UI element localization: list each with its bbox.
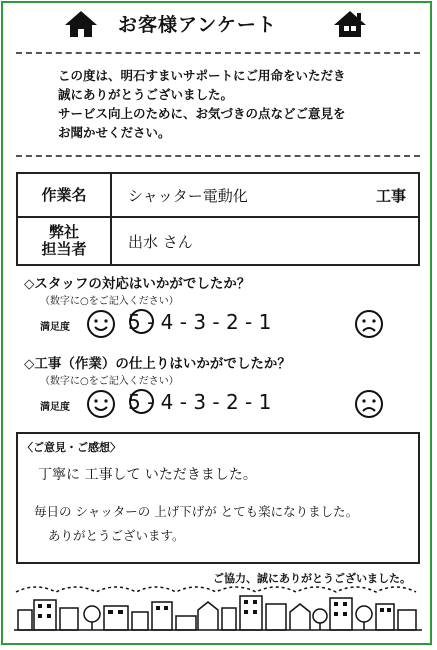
staff-label-line: 担当者 [41,240,87,258]
question-note: （数字に○をご記入ください） [40,376,179,387]
house-icon [64,10,98,42]
satisfaction-label: 満足度 [40,402,70,413]
intro-line: お聞かせください。 [58,125,171,140]
work-name-field[interactable] [111,173,419,217]
question-note: （数字に○をご記入ください） [40,296,179,307]
satisfaction-label: 満足度 [40,322,70,333]
comments-heading: 〈ご意見・ご感想〉 [22,441,121,454]
divider [16,155,420,157]
question-staff: ◇スタッフの対応はいかがでしたか？ [24,276,251,292]
staff-field[interactable] [111,217,419,265]
rating-numbers: 5 - 4 - 3 - 2 - 1 [128,310,272,334]
frown-face-icon [354,309,384,339]
divider [16,52,420,54]
rating-scale-staff[interactable] [40,306,420,342]
intro-line: サービス向上のために、お気づきの点などご意見を [58,106,346,121]
work-name-value: シャッター電動化 [128,186,248,205]
smile-face-icon [86,309,116,339]
footer-thanks: ご協力、誠にありがとうございました。 [213,572,411,585]
smile-face-icon [86,389,116,419]
work-name-label: 作業名 [17,173,111,217]
intro-text [58,66,418,142]
intro-line: 誠にありがとうございました。 [58,87,234,102]
staff-label [17,217,111,265]
intro-line: この度は、明石すまいサポートにご用命をいただき [58,68,346,83]
comments-box[interactable] [16,432,420,564]
staff-value: 出水 さん [128,232,193,251]
comment-line: ありがとうございます。 [48,528,185,543]
info-table [16,172,420,266]
staff-label-line: 弊社 [48,223,79,241]
frown-face-icon [354,389,384,419]
rating-numbers: 5 - 4 - 3 - 2 - 1 [128,390,272,414]
rating-scale-work[interactable] [40,386,420,422]
work-name-suffix: 工事 [375,186,406,205]
page-title: お客様アンケート [118,14,277,36]
question-work: ◇工事（作業）の仕上りはいかがでしたか？ [24,356,291,372]
comment-line: 毎日の シャッターの 上げ下げが とても楽になりました。 [34,504,359,519]
cityscape-illustration [14,582,422,632]
comment-line: 丁寧に 工事して いただきました。 [38,467,257,483]
house-icon [333,10,367,42]
